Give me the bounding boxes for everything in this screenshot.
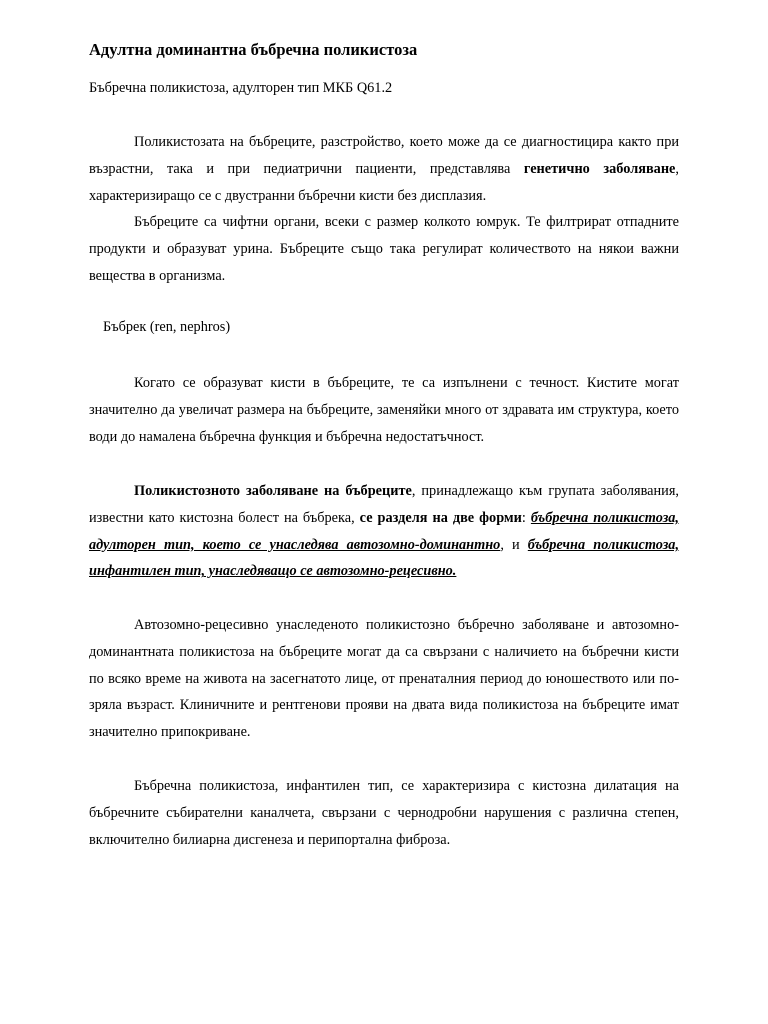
paragraph-intro	[89, 129, 679, 209]
adult-form-term: бъбречна поликистоза, адулторен тип, което се унаследява автозомно-доминантно	[89, 509, 680, 553]
paragraph-kidneys: Бъбреците са чифтни органи, всеки с размер колкото юмрук. Те филтрират отпадните продукти и образуват урина. Бъбреците също така регулират количеството на някои важни вещества в организма.	[89, 214, 679, 284]
document-title: Адултна доминантна бъбречна поликистоза	[89, 40, 418, 59]
paragraph-forms-text-c: , и	[500, 536, 528, 553]
infantile-form-term: бъбречна поликистоза, инфантилен тип, унаследяващо се автозомно-рецесивно.	[89, 536, 680, 580]
document-subtitle: Бъбречна поликистоза, адулторен тип МКБ Q61.2	[89, 80, 393, 96]
paragraph-forms	[89, 478, 679, 585]
paragraph-infantile: Бъбречна поликистоза, инфантилен тип, се характеризира с кистозна дилатация на бъбречните събирателни каналчета, свързани с чернодробни нарушения с различна степен, включително билиарна дисгенеза и перипортална фиброза.	[89, 778, 679, 848]
paragraph-forms-text-b: :	[521, 509, 531, 526]
two-forms-term: се разделя на две форми	[359, 509, 522, 526]
kidney-label: Бъбрек (ren, nephros)	[103, 319, 231, 335]
paragraph-forms-text-a: , принадлежащо към групата заболявания, известни като кистозна болест на бъбрека,	[89, 483, 679, 526]
paragraph-intro-text-a: Поликистозата на бъбреците, разстройство, което може да се диагностицира както при възрастни, така и при педиатрични пациенти, представлява	[89, 134, 679, 177]
paragraph-inheritance: Автозомно-рецесивно унаследеното поликистозно бъбречно заболяване и автозомно-доминантната поликистоза на бъбреците могат да са свързани с наличието на бъбречни кисти по всяко време на живота на засегнатото лице, от пренаталния период до юношеството или по-зряла възраст. Клиничните и рентгенови прояви на двата вида поликистоза на бъбреците имат значително припокриване.	[89, 617, 679, 741]
paragraph-intro-text-b: , характеризиращо се с двустранни бъбречни кисти без дисплазия.	[89, 160, 679, 204]
pkd-term: Поликистозното заболяване на бъбреците	[134, 483, 412, 499]
paragraph-cysts: Когато се образуват кисти в бъбреците, те са изпълнени с течност. Кистите могат значително да увеличат размера на бъбреците, заменяйки много от здравата им структура, което води до намалена бъбречна функция и бъбречна недостатъчност.	[89, 375, 679, 445]
genetic-disease-term: генетично заболяване	[523, 160, 676, 177]
